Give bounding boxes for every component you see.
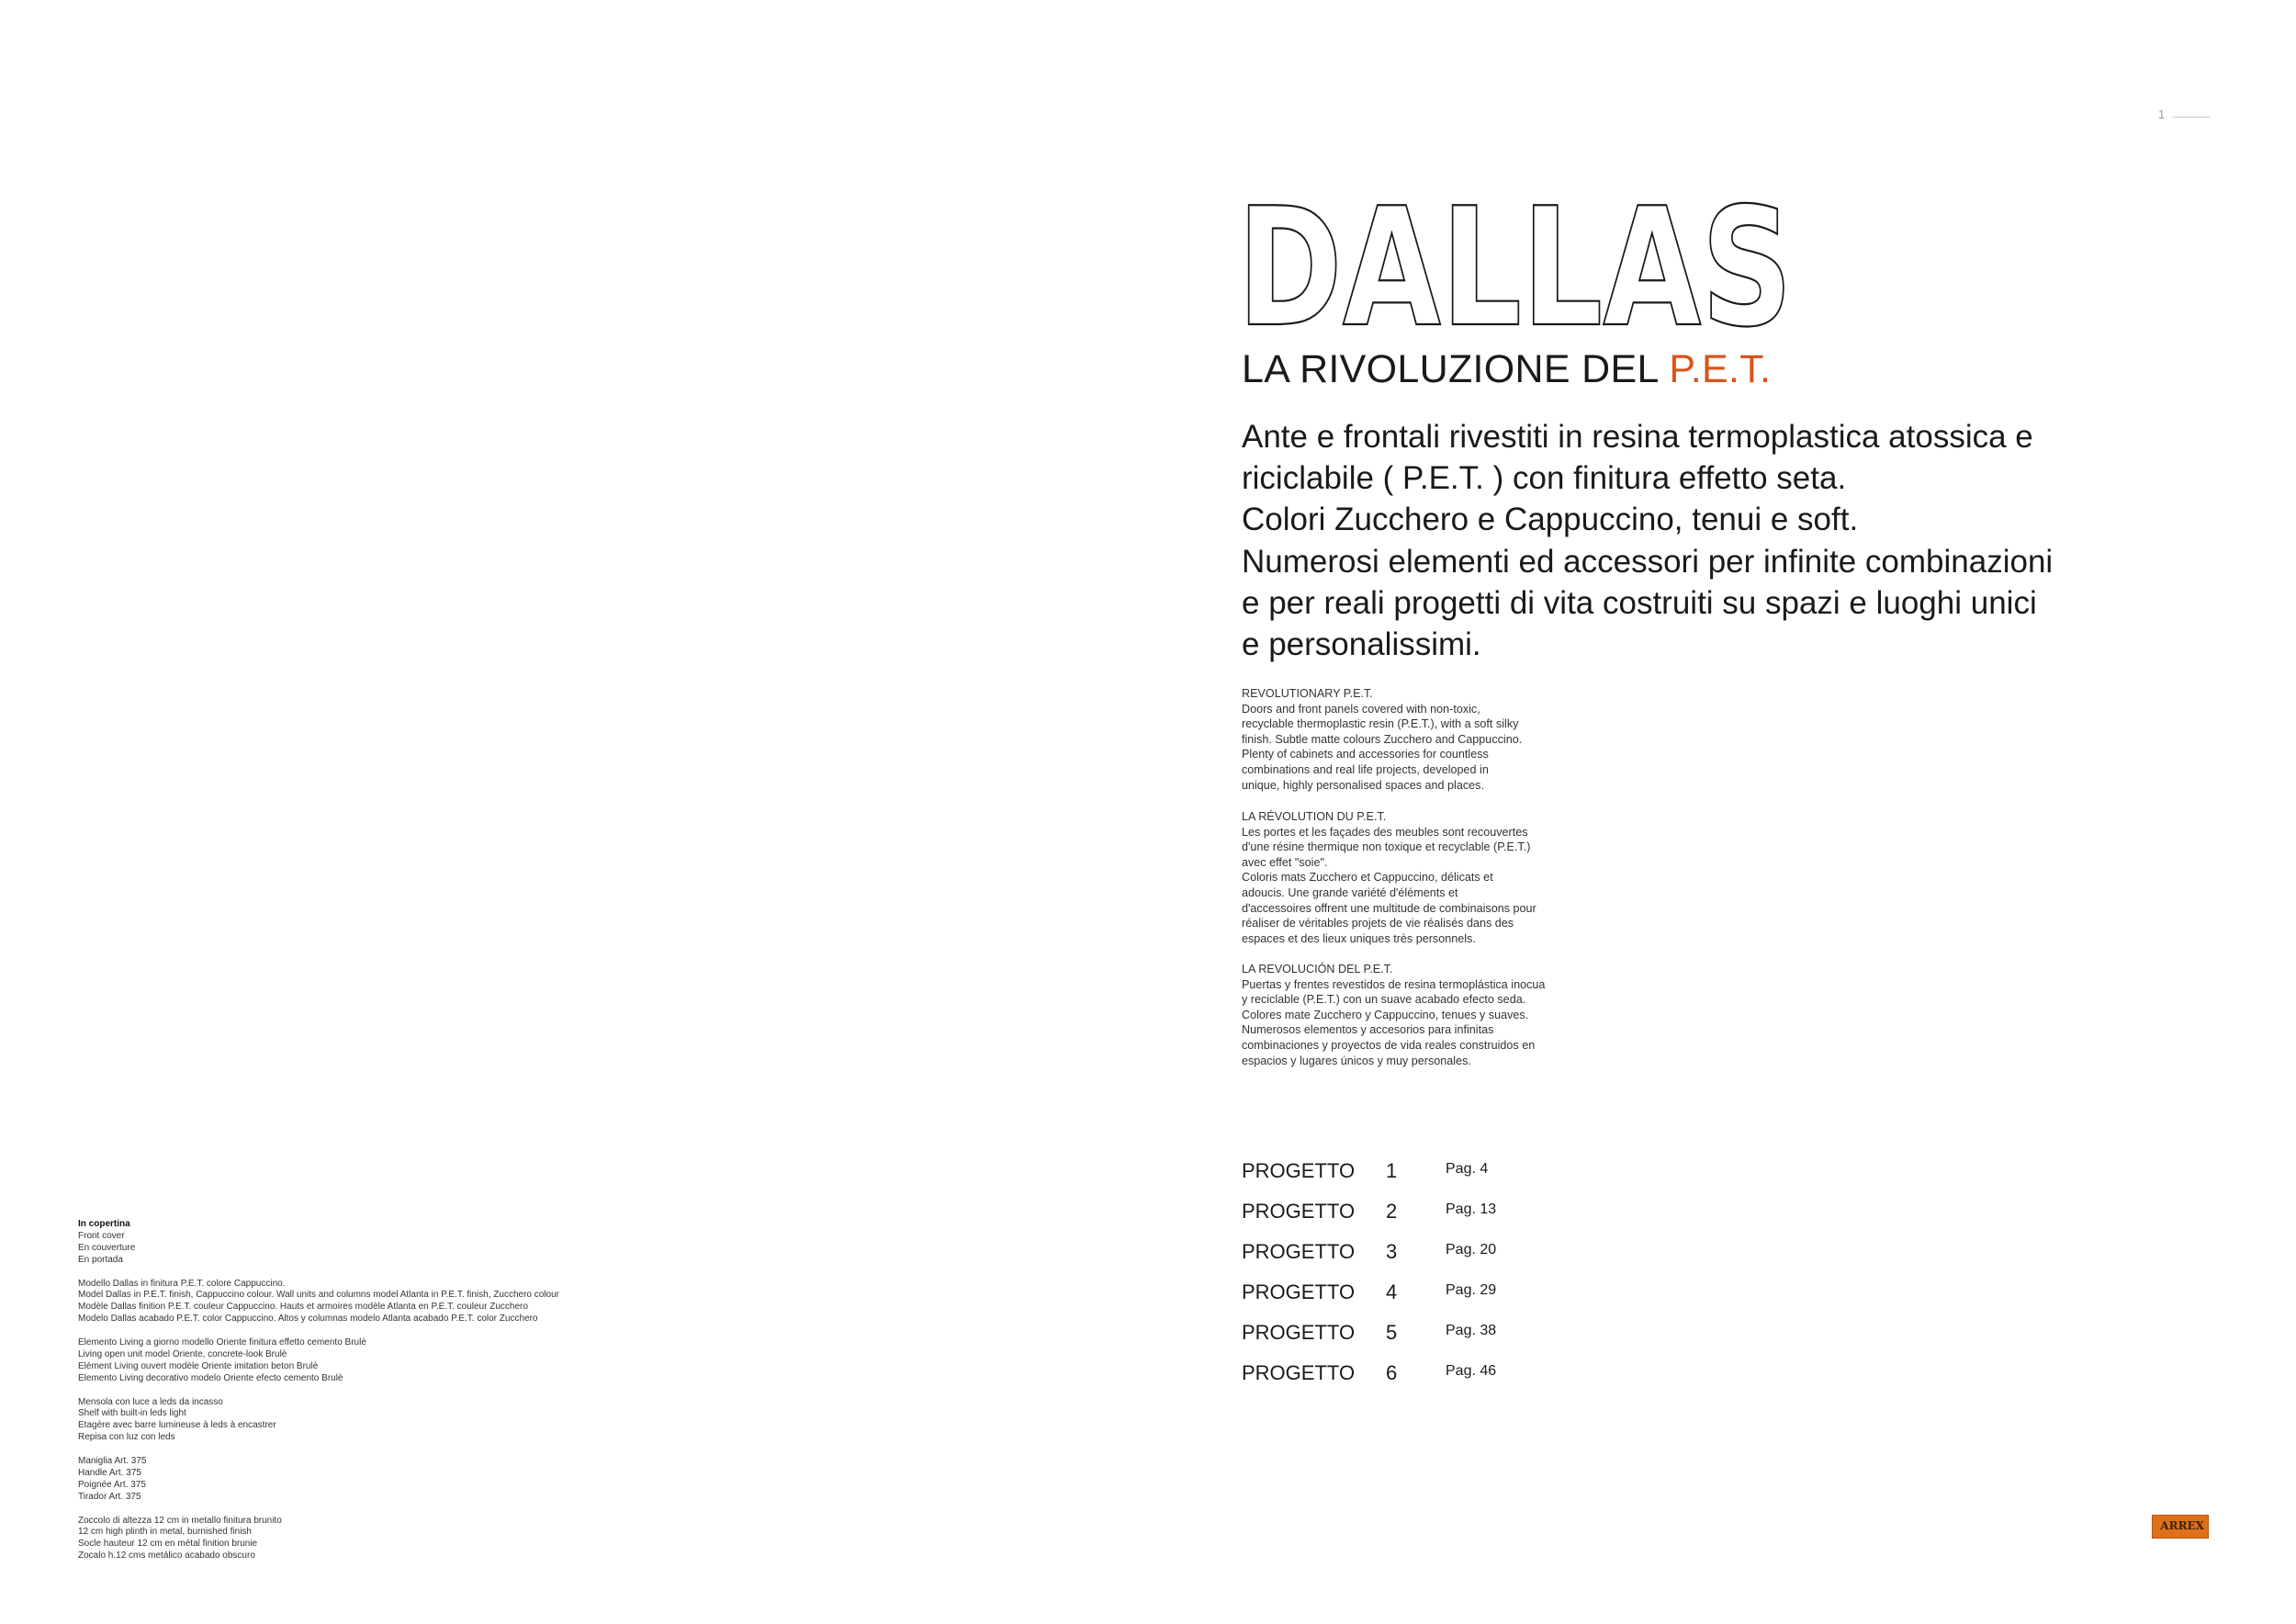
- cover-caption-line: Elément Living ouvert modèle Oriente imitation beton Brulè: [78, 1360, 319, 1371]
- cover-caption: [78, 1219, 629, 1562]
- blurb-line: combinaciones y proyectos de vida reales construidos en: [1242, 1038, 1536, 1052]
- blurb-line: adoucis. Une grande variété d'éléments et: [1242, 885, 1458, 899]
- blurb-heading: LA RÉVOLUTION DU P.E.T.: [1242, 810, 1387, 823]
- intro-line: Numerosi elementi ed accessori per infinite combinazioni: [1242, 543, 2054, 580]
- project-label: PROGETTO: [1242, 1200, 1356, 1223]
- brand-logo-text: ARREX: [2160, 1519, 2204, 1532]
- page-number: 1: [2158, 107, 2166, 121]
- cover-caption-line: Front cover: [78, 1230, 125, 1241]
- cover-caption-line: Shelf with built-in leds light: [78, 1408, 186, 1419]
- project-label: PROGETTO: [1242, 1280, 1356, 1303]
- cover-caption-spacer: [78, 1444, 629, 1456]
- blurb-spanish: [1242, 962, 1627, 1068]
- project-number: 2: [1386, 1200, 1398, 1223]
- subtitle-main: LA RIVOLUZIONE DEL: [1242, 347, 1670, 391]
- page-number-rule: [2173, 117, 2210, 118]
- blurb-line: recyclable thermoplastic resin (P.E.T.), with a soft silky: [1242, 717, 1519, 731]
- blurb-line: d'accessoires offrent une multitude de combinaisons pour: [1242, 901, 1536, 915]
- cover-caption-heading: In copertina: [78, 1219, 130, 1229]
- cover-caption-line: Socle hauteur 12 cm en métal finition brunie: [78, 1539, 258, 1550]
- project-page: Pag. 13: [1446, 1201, 1497, 1217]
- blurb-line: Puertas y frentes revestidos de resina termoplástica inocua: [1242, 977, 1546, 991]
- cover-caption-spacer: [78, 1325, 629, 1337]
- blurb-line: combinations and real life projects, developed in: [1242, 762, 1489, 776]
- intro-line: riciclabile ( P.E.T. ) con finitura effetto seta.: [1242, 460, 1847, 497]
- project-page: Pag. 4: [1446, 1161, 1489, 1177]
- title: DALLAS: [1237, 197, 1793, 335]
- intro-line: e personalissimi.: [1242, 626, 1481, 663]
- cover-caption-line: Zoccolo di altezza 12 cm in metallo finitura brunito: [78, 1515, 282, 1526]
- cover-caption-line: Model Dallas in P.E.T. finish, Cappuccino colour. Wall units and columns model Atlanta in P.E.T. finish, Zucchero colour: [78, 1290, 559, 1301]
- subtitle: [1242, 347, 1771, 392]
- project-page: Pag. 46: [1446, 1363, 1497, 1379]
- project-number: 3: [1386, 1240, 1398, 1263]
- cover-caption-line: Maniglia Art. 375: [78, 1456, 147, 1467]
- cover-caption-line: En couverture: [78, 1242, 136, 1253]
- cover-caption-line: Poignée Art. 375: [78, 1479, 146, 1490]
- cover-caption-line: Repisa con luz con leds: [78, 1432, 175, 1443]
- project-number: 1: [1386, 1159, 1398, 1182]
- intro-line: Colori Zucchero e Cappuccino, tenui e soft.: [1242, 502, 1859, 538]
- project-page: Pag. 29: [1446, 1282, 1497, 1298]
- cover-caption-line: Handle Art. 375: [78, 1467, 141, 1478]
- project-page: Pag. 38: [1446, 1323, 1497, 1338]
- cover-caption-line: Elemento Living decorativo modelo Oriente efecto cemento Brulè: [78, 1372, 343, 1383]
- project-label: PROGETTO: [1242, 1159, 1356, 1182]
- cover-caption-line: Modelo Dallas acabado P.E.T. color Cappuccino. Altos y columnas modelo Atlanta acabado P.E.T. color Zucchero: [78, 1314, 538, 1325]
- cover-caption-line: Tirador Art. 375: [78, 1491, 141, 1502]
- project-number: 6: [1386, 1361, 1398, 1384]
- project-label: PROGETTO: [1242, 1240, 1356, 1263]
- brand-logo: [2152, 1515, 2209, 1539]
- blurb-line: réaliser de véritables projets de vie réalisés dans des: [1242, 917, 1514, 930]
- blurb-line: d'une résine thermique non toxique et recyclable (P.E.T.): [1242, 840, 1531, 854]
- cover-caption-line: En portada: [78, 1254, 123, 1265]
- cover-caption-line: Living open unit model Oriente, concrete-look Brulè: [78, 1348, 287, 1359]
- project-label: PROGETTO: [1242, 1321, 1356, 1344]
- cover-caption-line: Zocalo h.12 cms metálico acabado obscuro: [78, 1551, 255, 1562]
- blurb-heading: LA REVOLUCIÓN DEL P.E.T.: [1242, 963, 1393, 976]
- blurb-line: avec effet "soie".: [1242, 855, 1328, 869]
- blurb-line: finish. Subtle matte colours Zucchero and Cappuccino.: [1242, 732, 1523, 746]
- intro-line: e per reali progetti di vita costruiti su spazi e luoghi unici: [1242, 584, 2037, 621]
- project-page: Pag. 20: [1446, 1242, 1497, 1257]
- cover-caption-line: Etagère avec barre lumineuse à leds à encastrer: [78, 1420, 276, 1431]
- blurb-line: Doors and front panels covered with non-toxic,: [1242, 702, 1480, 716]
- subtitle-accent: P.E.T.: [1669, 347, 1772, 391]
- cover-caption-line: Mensola con luce a leds da incasso: [78, 1396, 223, 1407]
- blurb-line: unique, highly personalised spaces and places.: [1242, 778, 1484, 792]
- title-outline-graphic: [1235, 197, 1805, 335]
- intro-paragraph: [1242, 416, 2142, 665]
- project-number: 4: [1386, 1280, 1398, 1303]
- intro-line: Ante e frontali rivestiti in resina termoplastica atossica e: [1242, 419, 2033, 455]
- cover-caption-line: Elemento Living a giorno modello Oriente finitura effetto cemento Brulè: [78, 1337, 366, 1348]
- blurb-french: [1242, 809, 1627, 946]
- blurb-line: y reciclable (P.E.T.) con un suave acabado efecto seda.: [1242, 993, 1526, 1007]
- cover-caption-spacer: [78, 1267, 629, 1279]
- blurb-line: Plenty of cabinets and accessories for countless: [1242, 748, 1489, 761]
- cover-caption-line: Modello Dallas in finitura P.E.T. colore Cappuccino.: [78, 1278, 286, 1289]
- blurb-line: espacios y lugares únicos y muy personales.: [1242, 1054, 1471, 1067]
- blurb-line: Coloris mats Zucchero et Cappuccino, délicats et: [1242, 871, 1493, 885]
- cover-caption-spacer: [78, 1385, 629, 1397]
- blurb-line: Colores mate Zucchero y Cappuccino, tenues y suaves.: [1242, 1008, 1529, 1021]
- blurb-heading: REVOLUTIONARY P.E.T.: [1242, 687, 1373, 700]
- blurb-line: espaces et des lieux uniques très personnels.: [1242, 931, 1476, 945]
- cover-caption-line: 12 cm high plinth in metal, burnished finish: [78, 1527, 252, 1538]
- project-label: PROGETTO: [1242, 1361, 1356, 1384]
- cover-caption-line: Modèle Dallas finition P.E.T. couleur Cappuccino. Hauts et armoires modèle Atlanta en P.E.T. couleur Zucchero: [78, 1302, 528, 1313]
- project-number: 5: [1386, 1321, 1398, 1344]
- blurb-line: Les portes et les façades des meubles sont recouvertes: [1242, 825, 1528, 839]
- blurb-line: Numerosos elementos y accesorios para infinitas: [1242, 1023, 1494, 1037]
- cover-caption-spacer: [78, 1504, 629, 1516]
- blurb-english: [1242, 686, 1627, 793]
